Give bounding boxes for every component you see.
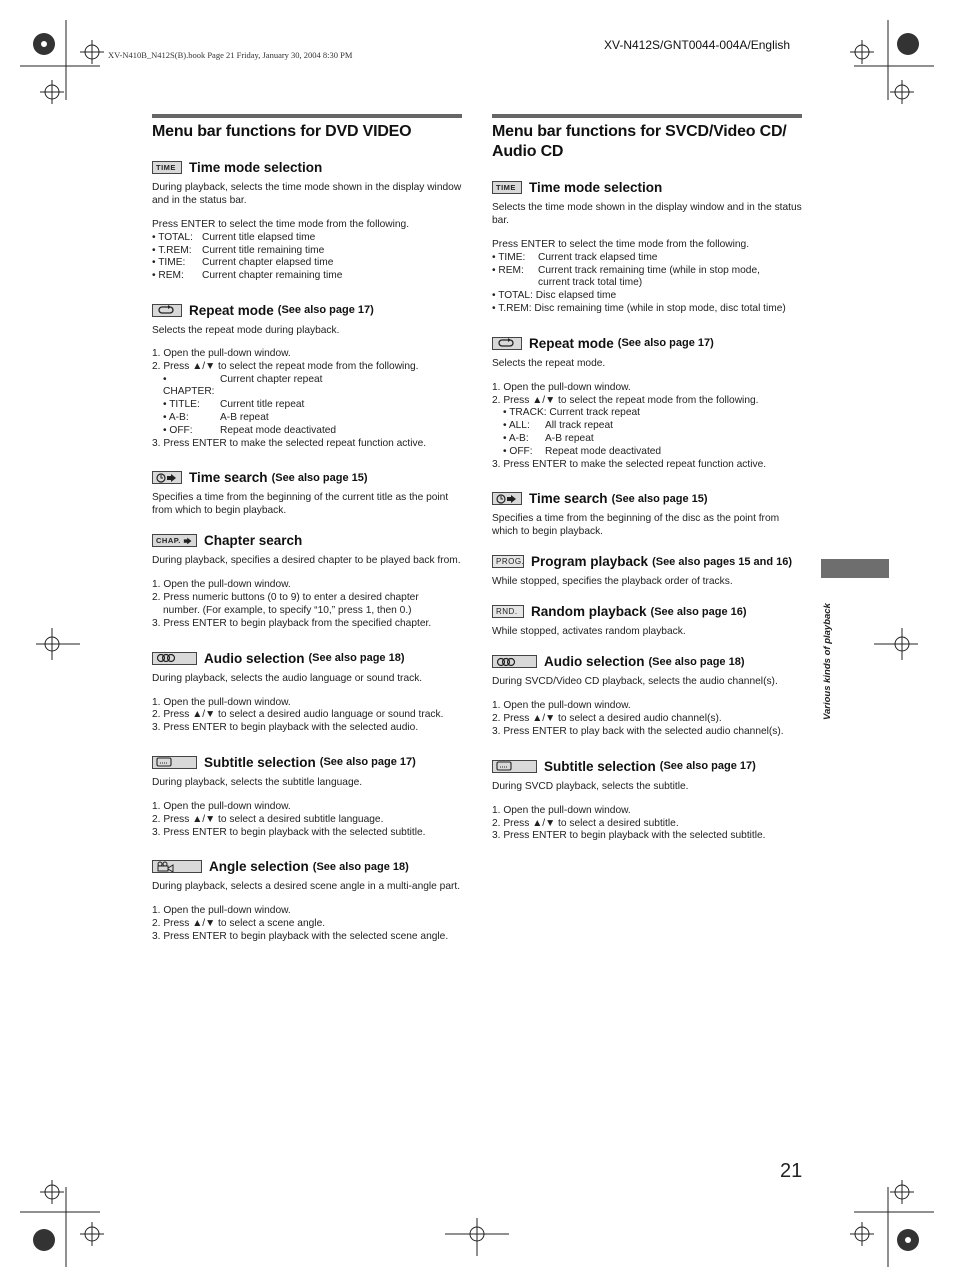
left-column: [152, 114, 462, 960]
program-icon: PROG.: [492, 555, 524, 568]
section-title: Audio selection: [204, 650, 305, 666]
list-item: • OFF: Repeat mode deactivated: [503, 445, 662, 457]
section-ref: (See also page 15): [271, 471, 368, 484]
step: 1. Open the pull-down window.: [152, 579, 291, 591]
step: 1. Open the pull-down window.: [152, 696, 291, 708]
left-column-title: Menu bar functions for DVD VIDEO: [152, 123, 412, 140]
list-item: • CHAPTER: Current chapter repeat: [163, 373, 323, 398]
list-item: • T.REM: Disc remaining time (while in stop mode, disc total time): [492, 302, 786, 314]
list-item: • A-B: A-B repeat: [163, 411, 269, 423]
section-title: Chapter search: [204, 533, 303, 549]
audio-icon: [152, 652, 197, 665]
section-ref: (See also page 17): [319, 756, 416, 769]
section-desc: While stopped, specifies the playback order of tracks.: [492, 576, 733, 588]
section-desc: Specifies a time from the beginning of the disc as the point from which to begin playback.: [492, 513, 780, 538]
left-repeat-section: [152, 303, 462, 450]
step: 1. Open the pull-down window.: [492, 804, 631, 816]
left-chapter-section: [152, 533, 462, 630]
step: 1. Open the pull-down window.: [152, 905, 291, 917]
section-desc: During playback, selects the subtitle language.: [152, 776, 363, 788]
right-program-section: [492, 554, 802, 588]
list-item: • TIME: Current track elapsed time: [492, 251, 658, 263]
step-continued: number. (For example, to specify “10,” press 1, then 0.): [163, 604, 412, 616]
section-desc: Selects the repeat mode during playback.: [152, 324, 340, 336]
section-ref: (See also page 18): [312, 860, 409, 873]
section-title: Program playback: [531, 554, 649, 570]
section-desc: Selects the time mode shown in the display window and in the status bar.: [492, 202, 802, 226]
section-desc: During playback, selects the time mode shown in the display window and in the status bar.: [152, 182, 462, 206]
section-desc: While stopped, activates random playback.: [492, 626, 686, 638]
step: 3. Press ENTER to make the selected repeat function active.: [492, 458, 767, 470]
section-desc: Specifies a time from the beginning of the current title as the point from which to begin playback.: [152, 492, 449, 517]
list-item: • REM: Current track remaining time (while in stop mode,: [492, 264, 760, 276]
section-desc: During playback, selects the audio language or sound track.: [152, 672, 423, 684]
section-ref: (See also page 17): [617, 337, 714, 350]
section-title: Subtitle selection: [544, 758, 656, 774]
list-item: • A-B: A-B repeat: [503, 432, 594, 444]
step: 1. Open the pull-down window.: [492, 381, 631, 393]
section-title: Repeat mode: [529, 335, 614, 351]
time-icon: TIME: [152, 161, 182, 174]
time-search-icon: [492, 492, 522, 505]
left-audio-section: [152, 651, 462, 735]
list-item: • TIME: Current chapter elapsed time: [152, 257, 334, 269]
section-ref: (See also page 18): [308, 652, 405, 665]
left-angle-section: [152, 859, 462, 943]
side-label: Various kinds of playback: [822, 603, 833, 720]
right-audio-section: [492, 654, 802, 738]
left-subtitle-section: [152, 755, 462, 839]
step: 1. Open the pull-down window.: [152, 347, 291, 359]
file-info: XV-N410B_N412S(B).book Page 21 Friday, January 30, 2004 8:30 PM: [108, 50, 353, 60]
section-ref: (See also page 18): [648, 655, 745, 668]
step: 3. Press ENTER to begin playback with the selected audio.: [152, 722, 419, 734]
left-time-mode-section: [152, 160, 462, 283]
right-time-mode-section: [492, 180, 802, 316]
model-reference: XV-N412S/GNT0044-004A/English: [604, 38, 791, 52]
step: 1. Open the pull-down window.: [152, 800, 291, 812]
list-item: • TOTAL: Disc elapsed time: [492, 290, 617, 302]
right-column: [492, 114, 802, 859]
section-ref: (See also page 16): [650, 605, 747, 618]
step: 2. Press numeric buttons (0 to 9) to enter a desired chapter: [152, 592, 419, 604]
section-desc: During SVCD playback, selects the subtitle.: [492, 780, 689, 792]
step: 1. Open the pull-down window.: [492, 700, 631, 712]
section-desc: During playback, selects a desired scene angle in a multi-angle part.: [152, 881, 461, 893]
list-item: • TITLE: Current title repeat: [163, 399, 305, 411]
section-title: Audio selection: [544, 654, 645, 670]
list-item: • REM: Current chapter remaining time: [152, 270, 343, 282]
step: 3. Press ENTER to begin playback from the specified chapter.: [152, 617, 432, 629]
column-rule: [152, 114, 462, 118]
section-desc: During SVCD/Video CD playback, selects the audio channel(s).: [492, 676, 778, 688]
step: 3. Press ENTER to play back with the selected audio channel(s).: [492, 725, 784, 737]
right-random-section: [492, 604, 802, 638]
section-desc: Selects the repeat mode.: [492, 357, 606, 369]
right-time-search-section: [492, 491, 802, 538]
list-intro: Press ENTER to select the time mode from the following.: [492, 239, 750, 250]
list-item-continued: current track total time): [538, 277, 643, 289]
step: 3. Press ENTER to make the selected repeat function active.: [152, 437, 427, 449]
step: 2. Press ▲/▼ to select a desired audio channel(s).: [492, 713, 722, 725]
left-time-search-section: [152, 470, 462, 517]
step: 2. Press ▲/▼ to select a desired audio language or sound track.: [152, 709, 444, 721]
section-title: Time mode selection: [189, 160, 323, 175]
list-item: • OFF: Repeat mode deactivated: [163, 424, 337, 436]
step: 2. Press ▲/▼ to select a desired subtitle.: [492, 817, 679, 829]
list-item: • TRACK: Current track repeat: [503, 407, 640, 419]
section-ref: (See also pages 15 and 16): [652, 555, 793, 568]
section-ref: (See also page 17): [277, 304, 374, 317]
section-title: Random playback: [531, 604, 647, 620]
step: 3. Press ENTER to begin playback with the selected subtitle.: [492, 830, 766, 842]
section-title: Repeat mode: [189, 302, 274, 318]
step: 3. Press ENTER to begin playback with the selected subtitle.: [152, 826, 426, 838]
repeat-icon: [152, 304, 182, 317]
step: 2. Press ▲/▼ to select a scene angle.: [152, 918, 326, 930]
section-ref: (See also page 17): [659, 760, 756, 773]
section-title: Time search: [189, 470, 268, 486]
audio-icon: [492, 655, 537, 668]
section-title: Time search: [529, 491, 608, 507]
right-subtitle-section: [492, 759, 802, 843]
right-repeat-section: [492, 336, 802, 472]
list-intro: Press ENTER to select the time mode from the following.: [152, 219, 410, 230]
list-item: • T.REM: Current title remaining time: [152, 244, 325, 256]
time-icon: TIME: [492, 181, 522, 194]
subtitle-icon: [492, 760, 537, 773]
section-title: Subtitle selection: [204, 754, 316, 770]
column-rule: [492, 114, 802, 118]
section-desc: During playback, specifies a desired chapter to be played back from.: [152, 555, 461, 567]
chapter-icon: CHAP.: [152, 534, 197, 547]
section-title: Time mode selection: [529, 180, 663, 195]
side-tab: [821, 559, 889, 578]
step: 2. Press ▲/▼ to select a desired subtitle language.: [152, 813, 384, 825]
page-number: 21: [780, 1160, 803, 1182]
step: 2. Press ▲/▼ to select the repeat mode from the following.: [152, 360, 419, 372]
repeat-icon: [492, 337, 522, 350]
angle-icon: [152, 860, 202, 873]
subtitle-icon: [152, 756, 197, 769]
step: 2. Press ▲/▼ to select the repeat mode from the following.: [492, 394, 759, 406]
section-ref: (See also page 15): [611, 492, 708, 505]
list-item: • TOTAL: Current title elapsed time: [152, 231, 316, 243]
right-column-title: Menu bar functions for SVCD/Video CD/ Audio CD: [492, 123, 787, 160]
section-title: Angle selection: [209, 859, 309, 875]
time-search-icon: [152, 471, 182, 484]
step: 3. Press ENTER to begin playback with the selected scene angle.: [152, 930, 449, 942]
random-icon: RND.: [492, 605, 524, 618]
list-item: • ALL: All track repeat: [503, 420, 613, 432]
